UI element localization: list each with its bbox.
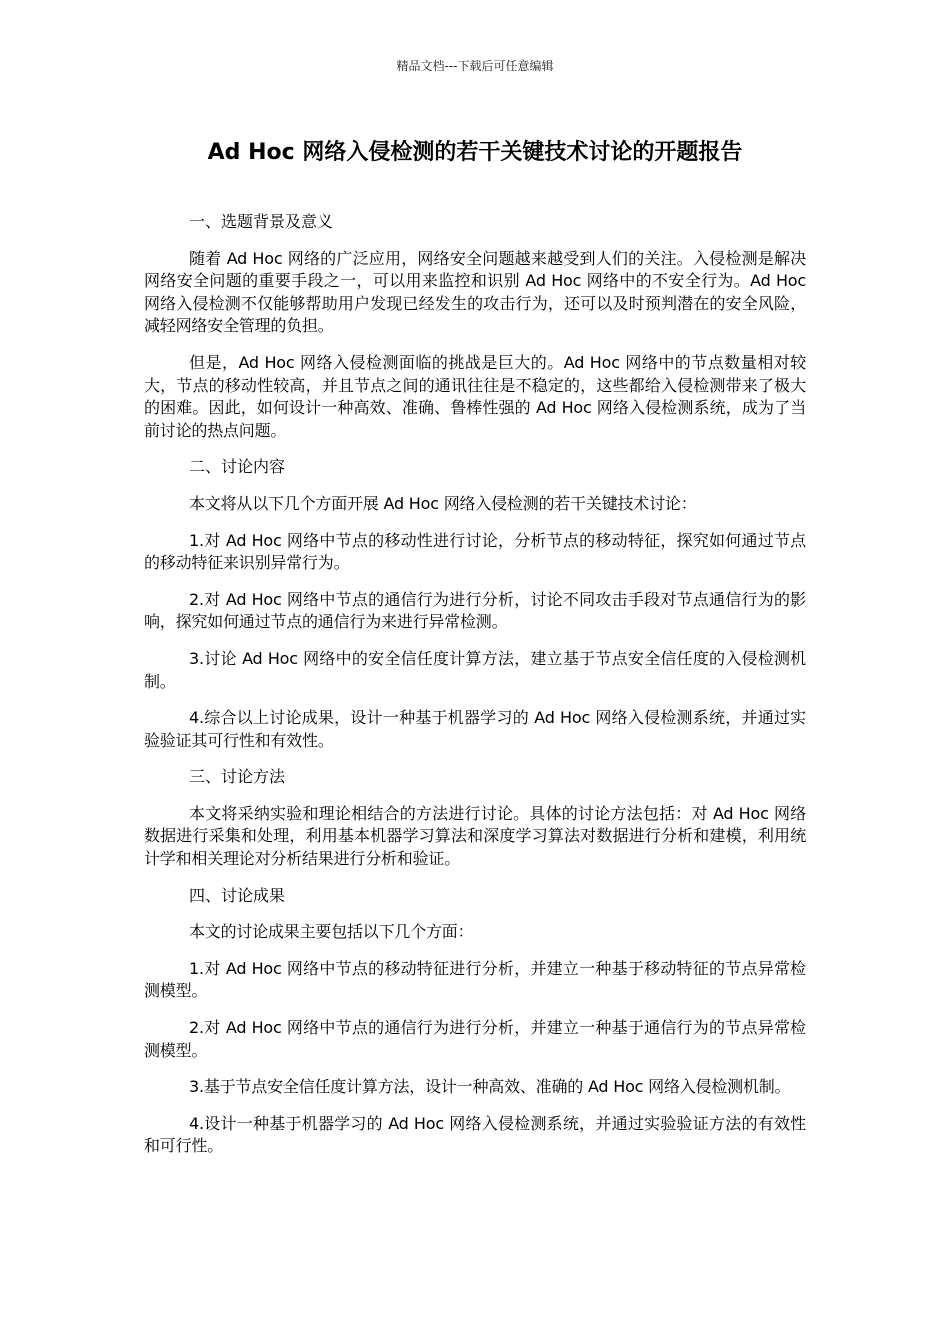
list-item-content-4: 4.综合以上讨论成果，设计一种基于机器学习的 Ad Hoc 网络入侵检测系统，并通过实验验证其可行性和有效性。 xyxy=(144,708,806,750)
paragraph-content-intro: 本文将从以下几个方面开展 Ad Hoc 网络入侵检测的若干关键技术讨论： xyxy=(189,493,697,513)
section-heading-content: 二、讨论内容 xyxy=(189,457,286,477)
list-item-results-2: 2.对 Ad Hoc 网络中节点的通信行为进行分析，并建立一种基于通信行为的节点异常检测模型。 xyxy=(144,1018,806,1060)
paragraph-method: 本文将采纳实验和理论相结合的方法进行讨论。具体的讨论方法包括：对 Ad Hoc 网络数据进行采集和处理，利用基本机器学习算法和深度学习算法对数据进行分析和建模，利用统计学和相关理论对分析结果进行分析和验证。 xyxy=(144,803,806,869)
list-item-content-2: 2.对 Ad Hoc 网络中节点的通信行为进行分析，讨论不同攻击手段对节点通信行为的影响，探究如何通过节点的通信行为来进行异常检测。 xyxy=(144,589,806,632)
list-item-content-1: 1.对 Ad Hoc 网络中节点的移动性进行讨论，分析节点的移动特征，探究如何通过节点的移动特征来识别异常行为。 xyxy=(144,530,806,573)
section-heading-results: 四、讨论成果 xyxy=(189,885,286,905)
list-item-results-4: 4.设计一种基于机器学习的 Ad Hoc 网络入侵检测系统，并通过实验验证方法的有效性和可行性。 xyxy=(144,1113,806,1156)
document-body xyxy=(144,211,806,1172)
paragraph-background-1: 随着 Ad Hoc 网络的广泛应用，网络安全问题越来越受到人们的关注。入侵检测是解决网络安全问题的重要手段之一，可以用来监控和识别 Ad Hoc 网络中的不安全行为。Ad Hoc 网络入侵检测不仅能够帮助用户发现已经发生的攻击行为，还可以及时预判潜在的安全风险，减轻网络安全管理的负担。 xyxy=(144,248,806,336)
list-item-results-1: 1.对 Ad Hoc 网络中节点的移动特征进行分析，并建立一种基于移动特征的节点异常检测模型。 xyxy=(144,958,806,1001)
document-title: Ad Hoc 网络入侵检测的若干关键技术讨论的开题报告 xyxy=(207,140,743,165)
paragraph-background-2: 但是，Ad Hoc 网络入侵检测面临的挑战是巨大的。Ad Hoc 网络中的节点数量相对较大，节点的移动性较高，并且节点之间的通讯往往是不稳定的，这些都给入侵检测带来了极大的困难。因此，如何设计一种高效、准确、鲁棒性强的 Ad Hoc 网络入侵检测系统，成为了当前讨论的热点问题。 xyxy=(144,352,806,440)
page-header-note: 精品文档---下载后可任意编辑 xyxy=(396,59,554,73)
paragraph-results-intro: 本文的讨论成果主要包括以下几个方面： xyxy=(189,922,474,942)
list-item-content-3: 3.讨论 Ad Hoc 网络中的安全信任度计算方法，建立基于节点安全信任度的入侵检测机制。 xyxy=(144,648,806,691)
section-heading-background: 一、选题背景及意义 xyxy=(189,212,334,231)
section-heading-method: 三、讨论方法 xyxy=(189,767,286,787)
list-item-results-3: 3.基于节点安全信任度计算方法，设计一种高效、准确的 Ad Hoc 网络入侵检测机制。 xyxy=(189,1077,791,1097)
